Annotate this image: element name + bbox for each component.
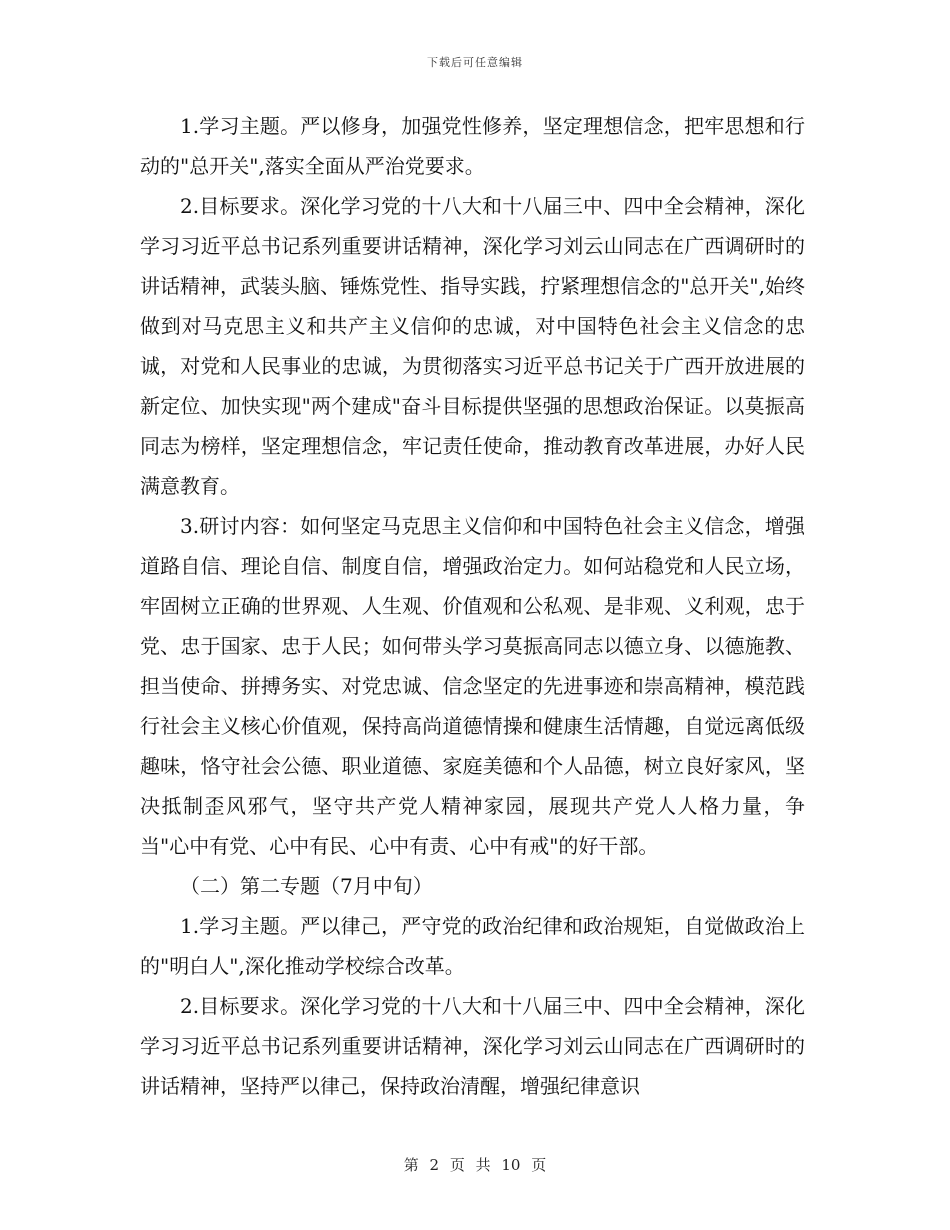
paragraph-goal-requirements-2: 2.目标要求。深化学习党的十八大和十八届三中、四中全会精神，深化学习习近平总书记系列重要讲话精神，深化学习刘云山同志在广西调研时的讲话精神，坚持严以律己，保持政治清醒，增强纪律意识 xyxy=(140,994,805,1098)
paragraph-discussion-content: 3.研讨内容：如何坚定马克思主义信仰和中国特色社会主义信念，增强道路自信、理论自信、制度自信，增强政治定力。如何站稳党和人民立场，牢固树立正确的世界观、人生观、价值观和公私观、是非观、义利观，忠于党、忠于国家、忠于人民；如何带头学习莫振高同志以德立身、以德施教、担当使命、拼搏务实、对党忠诚、信念坚定的先进事迹和崇高精神，模范践行社会主义核心价值观，保持高尚道德情操和健康生活情趣，自觉远离低级趣味，恪守社会公德、职业道德、家庭美德和个人品德，树立良好家风，坚决抵制歪风邪气，坚守共产党人精神家园，展现共产党人人格力量，争当"心中有党、心中有民、心中有责、心中有戒"的好干部。 xyxy=(140,514,805,858)
page-header: 下载后可任意编辑 xyxy=(427,56,523,69)
paragraph-study-theme-1: 1.学习主题。严以修身，加强党性修养，坚定理想信念，把牢思想和行动的"总开关",落实全面从严治党要求。 xyxy=(140,114,805,178)
document-body xyxy=(140,106,805,1106)
paragraph-study-theme-2: 1.学习主题。严以律己，严守党的政治纪律和政治规矩，自觉做政治上的"明白人",深化推动学校综合改革。 xyxy=(140,914,805,978)
section-heading-second-topic: （二）第二专题（7月中旬） xyxy=(180,874,433,898)
paragraph-goal-requirements-1: 2.目标要求。深化学习党的十八大和十八届三中、四中全会精神，深化学习习近平总书记系列重要讲话精神，深化学习刘云山同志在广西调研时的讲话精神，武装头脑、锤炼党性、指导实践，拧紧理想信念的"总开关",始终做到对马克思主义和共产主义信仰的忠诚，对中国特色社会主义信念的忠诚，对党和人民事业的忠诚，为贯彻落实习近平总书记关于广西开放进展的新定位、加快实现"两个建成"奋斗目标提供坚强的思想政治保证。以莫振高同志为榜样，坚定理想信念，牢记责任使命，推动教育改革进展，办好人民满意教育。 xyxy=(140,194,805,498)
page-number-footer: 第 2 页 共 10 页 xyxy=(403,1156,547,1174)
